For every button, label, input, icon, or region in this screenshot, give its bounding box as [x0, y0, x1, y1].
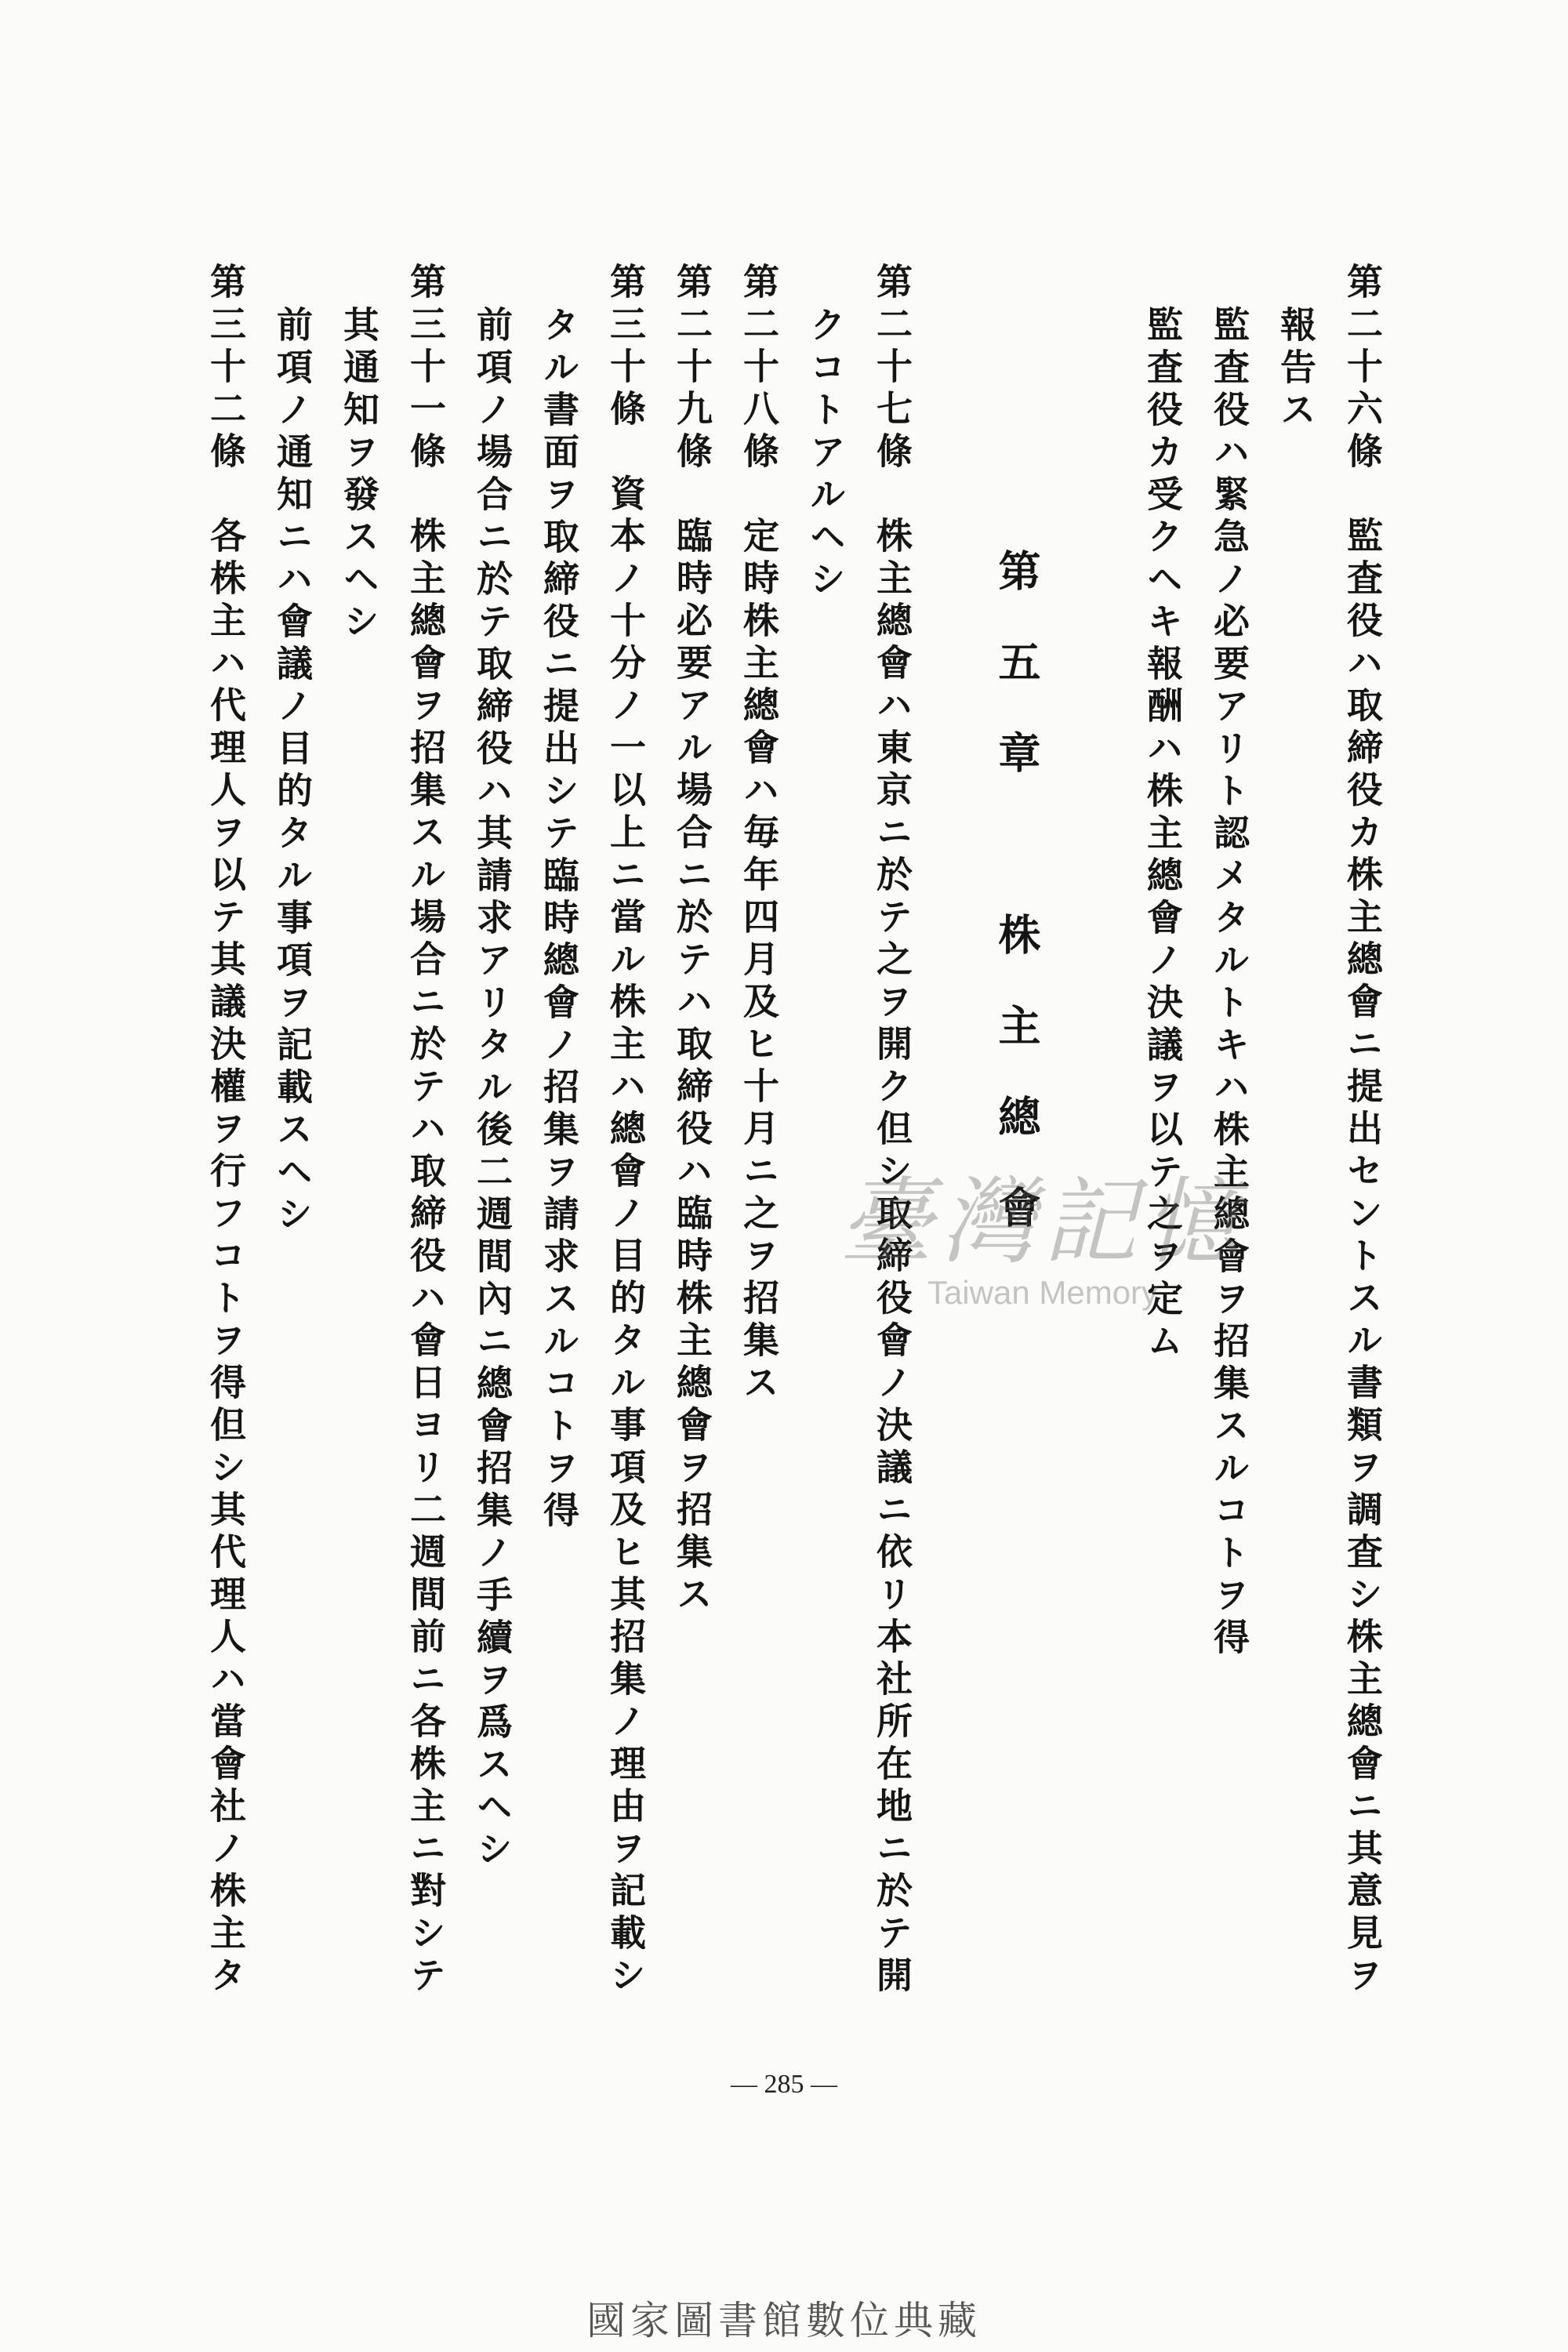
article-27-text: 第二十七條 株主總會ハ東京ニ於テ之ヲ開ク但シ取締役會ノ決議ニ依リ本社所在地ニ於テ開 [871, 263, 913, 1998]
watermark-main-text: 臺灣記憶 [839, 1168, 1247, 1277]
article-32-text: 第三十二條 各株主ハ代理人ヲ以テ其議決權ヲ行フコトヲ得但シ其代理人ハ當會社ノ株主タ [205, 263, 247, 1998]
article-31-continuation: 其通知ヲ發スヘシ [338, 306, 380, 644]
article-26-heading-line: 第二十六條 監査役ハ取締役カ株主總會ニ提出セントスル書類ヲ調査シ株主總會ニ其意見ヲ [1341, 263, 1384, 1998]
article-26-paragraph-2: 監査役ハ緊急ノ必要アリト認メタルトキハ株主總會ヲ招集スルコトヲ得 [1208, 306, 1250, 1661]
article-30-text: 第三十條 資本ノ十分ノ一以上ニ當ル株主ハ總會ノ目的タル事項及ヒ其招集ノ理由ヲ記載シ [604, 263, 647, 1998]
watermark-sub-text: Taiwan Memory [927, 1274, 1159, 1311]
library-footer: 國家圖書館數位典藏 [586, 2298, 982, 2343]
article-30-continuation: タル書面ヲ取締役ニ提出シテ臨時總會ノ招集ヲ請求スルコトヲ得 [538, 306, 580, 1534]
page-number: — 285 — [731, 2070, 837, 2099]
article-31-paragraph-2: 前項ノ通知ニハ會議ノ目的タル事項ヲ記載スヘシ [271, 306, 314, 1237]
article-29-text: 第二十九條 臨時必要アル場合ニ於テハ取締役ハ臨時株主總會ヲ招集ス [671, 263, 713, 1617]
article-30-paragraph-2: 前項ノ場合ニ於テ取締役ハ其請求アリタル後二週間內ニ總會招集ノ手續ヲ爲スヘシ [471, 306, 514, 1872]
article-31-text: 第三十一條 株主總會ヲ招集スル場合ニ於テハ取締役ハ會日ヨリ二週間前ニ各株主ニ對シテ [405, 263, 447, 1998]
article-27-continuation: クコトアルヘシ [804, 306, 847, 602]
chapter-title: 第五章 株主總會 [992, 549, 1042, 1276]
article-26-continuation: 報告ス [1275, 306, 1317, 433]
article-26-paragraph-3: 監査役カ受クヘキ報酬ハ株主總會ノ決議ヲ以テ之ヲ定ム [1142, 306, 1184, 1364]
article-28-text: 第二十八條 定時株主總會ハ毎年四月及ヒ十月ニ之ヲ招集ス [738, 263, 780, 1406]
